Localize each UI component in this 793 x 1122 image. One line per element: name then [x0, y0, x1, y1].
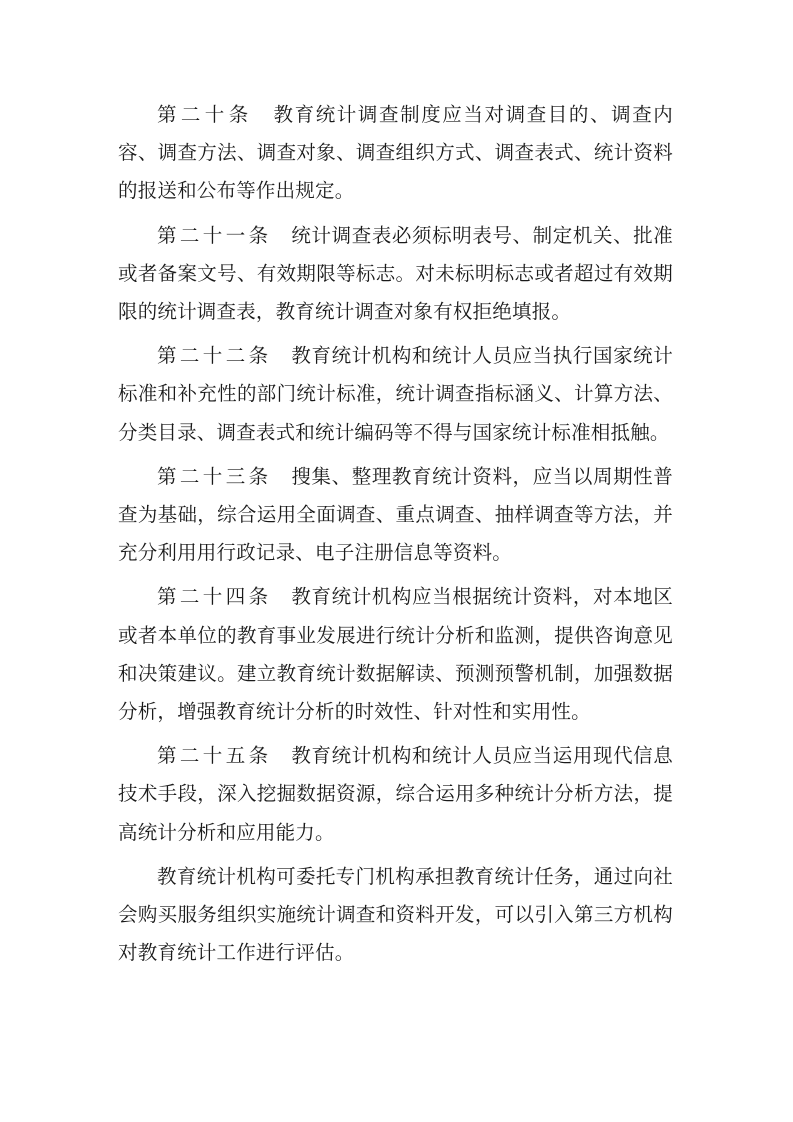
article-number: 第二十一条	[157, 223, 272, 247]
article-20	[118, 96, 673, 211]
article-text: 教育统计调查制度应当对调查目的、调查内容、调查方法、调查对象、调查组织方式、调查表式、统计资料的报送和公布等作出规定。	[118, 103, 673, 203]
article-text: 教育统计机构和统计人员应当执行国家统计标准和补充性的部门统计标准，统计调查指标涵义、计算方法、分类目录、调查表式和统计编码等不得与国家统计标准相抵触。	[118, 344, 673, 444]
article-text: 统计调查表必须标明表号、制定机关、批准或者备案文号、有效期限等标志。对未标明标志或者超过有效期限的统计调查表，教育统计调查对象有权拒绝填报。	[118, 223, 673, 324]
article-text: 教育统计机构应当根据统计资料，对本地区或者本单位的教育事业发展进行统计分析和监测，提供咨询意见和决策建议。建立教育统计数据解读、预测预警机制，加强数据分析，增强教育统计分析的时效性、针对性和实用性。	[118, 585, 673, 724]
article-25	[118, 737, 673, 852]
article-23	[118, 458, 673, 573]
article-number: 第二十四条	[157, 585, 272, 609]
article-25-paragraph-2	[118, 858, 673, 973]
article-21	[118, 217, 673, 332]
article-number: 第二十条	[157, 103, 253, 126]
article-24	[118, 578, 673, 731]
article-text: 教育统计机构和统计人员应当运用现代信息技术手段，深入挖掘数据资源，综合运用多种统计分析方法，提高统计分析和应用能力。	[118, 744, 673, 844]
article-22	[118, 337, 673, 452]
article-text: 搜集、整理教育统计资料，应当以周期性普查为基础，综合运用全面调查、重点调查、抽样调查等方法，并充分利用用行政记录、电子注册信息等资料。	[118, 464, 673, 565]
article-number: 第二十二条	[157, 344, 272, 368]
article-number: 第二十三条	[157, 464, 272, 488]
paragraph-text: 教育统计机构可委托专门机构承担教育统计任务，通过向社会购买服务组织实施统计调查和资料开发，可以引入第三方机构对教育统计工作进行评估。	[118, 864, 673, 965]
article-number: 第二十五条	[157, 744, 272, 768]
